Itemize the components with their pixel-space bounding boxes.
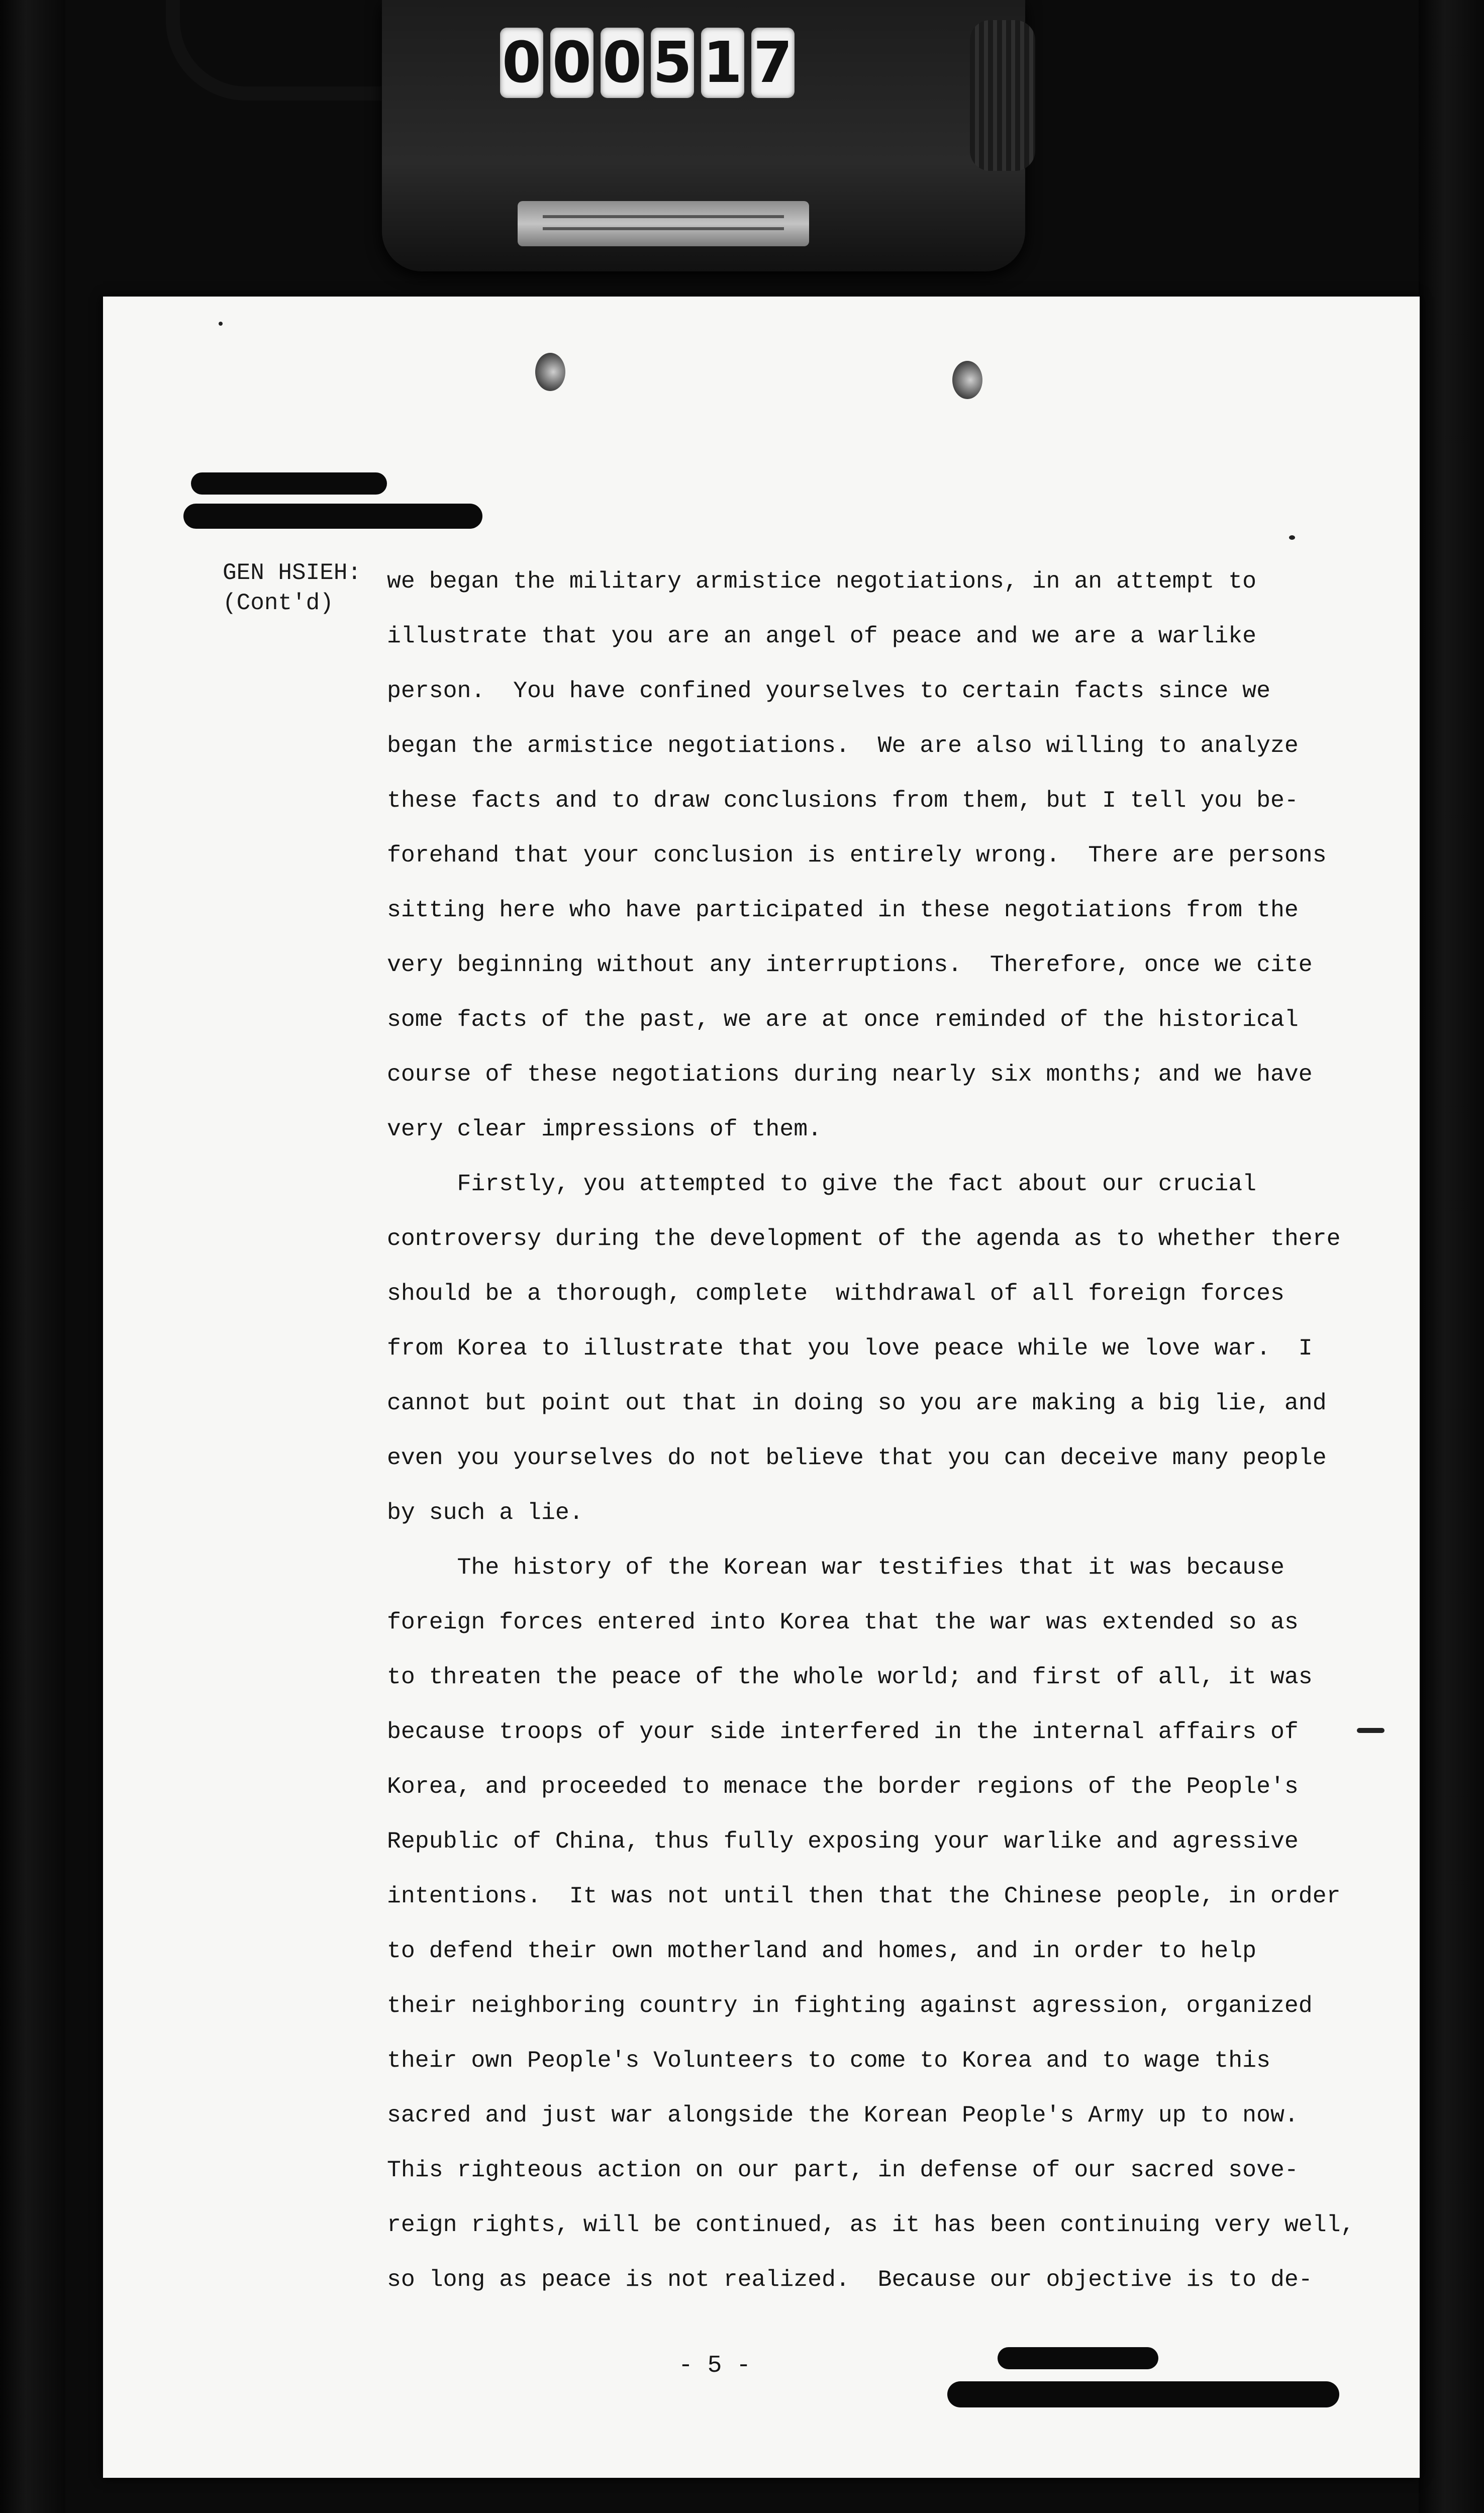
text-line: forehand that your conclusion is entirely wrong. There are persons bbox=[387, 842, 1327, 868]
punch-hole bbox=[952, 361, 982, 399]
frame-counter-digits bbox=[500, 28, 795, 98]
classification-redaction bbox=[947, 2381, 1339, 2407]
text-line: we began the military armistice negotiations, in an attempt to bbox=[387, 568, 1257, 595]
text-line: Korea, and proceeded to menace the border regions of the People's bbox=[387, 1773, 1299, 1800]
plate-engraving bbox=[543, 227, 784, 230]
counter-digit: 0 bbox=[601, 28, 644, 98]
text-line: should be a thorough, complete withdrawal of all foreign forces bbox=[387, 1280, 1284, 1307]
text-line: some facts of the past, we are at once reminded of the historical bbox=[387, 1006, 1299, 1033]
body-text bbox=[387, 554, 1382, 2307]
counter-digit: 7 bbox=[751, 28, 795, 98]
film-edge-right bbox=[1419, 0, 1484, 2513]
counter-digit: 0 bbox=[550, 28, 593, 98]
text-line: controversy during the development of the agenda as to whether there bbox=[387, 1225, 1341, 1252]
film-edge-left bbox=[0, 0, 65, 2513]
text-line: foreign forces entered into Korea that the war was extended so as bbox=[387, 1609, 1299, 1635]
classification-redaction bbox=[183, 504, 482, 529]
text-line: these facts and to draw conclusions from them, but I tell you be- bbox=[387, 787, 1299, 814]
counter-digit: 0 bbox=[500, 28, 543, 98]
page-number: - 5 - bbox=[678, 2352, 751, 2379]
text-line: cannot but point out that in doing so you are making a big lie, and bbox=[387, 1390, 1327, 1416]
document-page bbox=[103, 297, 1420, 2478]
text-line: illustrate that you are an angel of peace and we are a warlike bbox=[387, 623, 1257, 649]
plate-engraving bbox=[543, 215, 784, 218]
text-line: sitting here who have participated in these negotiations from the bbox=[387, 897, 1299, 923]
text-line: person. You have confined yourselves to certain facts since we bbox=[387, 678, 1270, 704]
text-line: sacred and just war alongside the Korean People's Army up to now. bbox=[387, 2102, 1299, 2129]
text-line: their neighboring country in fighting against agression, organized bbox=[387, 1992, 1313, 2019]
counter-knob bbox=[970, 20, 1035, 171]
text-line: so long as peace is not realized. Because our objective is to de- bbox=[387, 2266, 1313, 2293]
text-line: to defend their own motherland and homes, and in order to help bbox=[387, 1938, 1257, 1964]
text-line: began the armistice negotiations. We are also willing to analyze bbox=[387, 732, 1299, 759]
text-line: Republic of China, thus fully exposing your warlike and agressive bbox=[387, 1828, 1299, 1855]
classification-redaction bbox=[998, 2347, 1158, 2369]
classification-redaction bbox=[191, 472, 387, 495]
counter-digit: 1 bbox=[701, 28, 744, 98]
text-line: from Korea to illustrate that you love peace while we love war. I bbox=[387, 1335, 1313, 1362]
counter-nameplate bbox=[518, 201, 809, 246]
text-line: The history of the Korean war testifies that it was because bbox=[387, 1554, 1284, 1581]
text-line: by such a lie. bbox=[387, 1499, 583, 1526]
speaker-continued: (Cont'd) bbox=[223, 590, 334, 616]
speaker-label bbox=[223, 558, 361, 618]
text-line: course of these negotiations during nearly six months; and we have bbox=[387, 1061, 1313, 1088]
text-line: This righteous action on our part, in defense of our sacred sove- bbox=[387, 2157, 1299, 2183]
film-speck bbox=[219, 322, 223, 326]
speaker-name: GEN HSIEH: bbox=[223, 560, 362, 586]
text-line: intentions. It was not until then that the Chinese people, in order bbox=[387, 1883, 1341, 1909]
film-speck bbox=[1289, 535, 1295, 540]
text-line: their own People's Volunteers to come to Korea and to wage this bbox=[387, 2047, 1270, 2074]
text-line: Firstly, you attempted to give the fact about our crucial bbox=[387, 1171, 1257, 1197]
text-line: because troops of your side interfered in the internal affairs of bbox=[387, 1718, 1299, 1745]
punch-hole bbox=[535, 353, 565, 391]
text-line: to threaten the peace of the whole world; and first of all, it was bbox=[387, 1664, 1313, 1690]
text-line: reign rights, will be continued, as it has been continuing very well, bbox=[387, 2211, 1355, 2238]
text-line: very beginning without any interruptions. Therefore, once we cite bbox=[387, 951, 1313, 978]
text-line: even you yourselves do not believe that you can deceive many people bbox=[387, 1444, 1327, 1471]
counter-digit: 5 bbox=[651, 28, 694, 98]
text-line: very clear impressions of them. bbox=[387, 1116, 822, 1142]
